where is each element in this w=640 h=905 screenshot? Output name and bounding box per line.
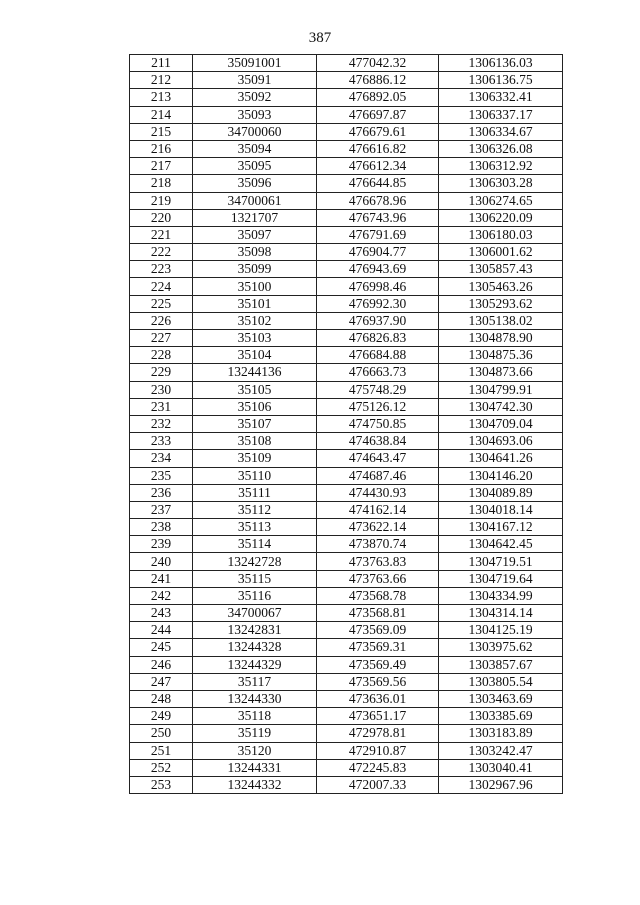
point-id-cell: 35108 xyxy=(193,433,317,450)
table-row xyxy=(130,209,563,226)
table-row xyxy=(130,690,563,707)
point-id-cell: 35114 xyxy=(193,536,317,553)
x-coordinate-cell: 472910.87 xyxy=(317,742,439,759)
y-coordinate-cell: 1306136.75 xyxy=(439,72,563,89)
point-id-cell: 13242728 xyxy=(193,553,317,570)
y-coordinate-cell: 1306334.67 xyxy=(439,123,563,140)
point-id-cell: 35119 xyxy=(193,725,317,742)
y-coordinate-cell: 1304693.06 xyxy=(439,433,563,450)
point-number-cell: 251 xyxy=(130,742,193,759)
point-number-cell: 217 xyxy=(130,158,193,175)
point-number-cell: 250 xyxy=(130,725,193,742)
y-coordinate-cell: 1302967.96 xyxy=(439,776,563,793)
y-coordinate-cell: 1304709.04 xyxy=(439,415,563,432)
y-coordinate-cell: 1306220.09 xyxy=(439,209,563,226)
table-row xyxy=(130,192,563,209)
y-coordinate-cell: 1303857.67 xyxy=(439,656,563,673)
y-coordinate-cell: 1306180.03 xyxy=(439,226,563,243)
point-id-cell: 35120 xyxy=(193,742,317,759)
point-number-cell: 239 xyxy=(130,536,193,553)
table-row xyxy=(130,415,563,432)
y-coordinate-cell: 1304799.91 xyxy=(439,381,563,398)
y-coordinate-cell: 1306274.65 xyxy=(439,192,563,209)
table-row xyxy=(130,364,563,381)
point-id-cell: 35101 xyxy=(193,295,317,312)
y-coordinate-cell: 1304719.51 xyxy=(439,553,563,570)
x-coordinate-cell: 476937.90 xyxy=(317,312,439,329)
x-coordinate-cell: 476644.85 xyxy=(317,175,439,192)
point-number-cell: 244 xyxy=(130,622,193,639)
point-id-cell: 35104 xyxy=(193,347,317,364)
table-row xyxy=(130,123,563,140)
point-number-cell: 224 xyxy=(130,278,193,295)
x-coordinate-cell: 472245.83 xyxy=(317,759,439,776)
y-coordinate-cell: 1305138.02 xyxy=(439,312,563,329)
x-coordinate-cell: 473636.01 xyxy=(317,690,439,707)
table-row xyxy=(130,295,563,312)
point-number-cell: 220 xyxy=(130,209,193,226)
point-id-cell: 35106 xyxy=(193,398,317,415)
point-number-cell: 236 xyxy=(130,484,193,501)
table-row xyxy=(130,622,563,639)
point-number-cell: 238 xyxy=(130,519,193,536)
point-id-cell: 13244330 xyxy=(193,690,317,707)
point-number-cell: 215 xyxy=(130,123,193,140)
point-number-cell: 227 xyxy=(130,330,193,347)
point-number-cell: 242 xyxy=(130,587,193,604)
y-coordinate-cell: 1304167.12 xyxy=(439,519,563,536)
x-coordinate-cell: 476886.12 xyxy=(317,72,439,89)
table-row xyxy=(130,278,563,295)
y-coordinate-cell: 1303975.62 xyxy=(439,639,563,656)
x-coordinate-cell: 476697.87 xyxy=(317,106,439,123)
point-id-cell: 34700061 xyxy=(193,192,317,209)
x-coordinate-cell: 474643.47 xyxy=(317,450,439,467)
point-number-cell: 228 xyxy=(130,347,193,364)
y-coordinate-cell: 1304875.36 xyxy=(439,347,563,364)
x-coordinate-cell: 475748.29 xyxy=(317,381,439,398)
point-number-cell: 240 xyxy=(130,553,193,570)
table-row xyxy=(130,673,563,690)
point-number-cell: 221 xyxy=(130,226,193,243)
point-number-cell: 212 xyxy=(130,72,193,89)
table-row xyxy=(130,519,563,536)
table-row xyxy=(130,158,563,175)
table-row xyxy=(130,467,563,484)
point-id-cell: 35093 xyxy=(193,106,317,123)
coordinates-table xyxy=(129,54,563,794)
point-number-cell: 216 xyxy=(130,140,193,157)
point-number-cell: 245 xyxy=(130,639,193,656)
point-id-cell: 35099 xyxy=(193,261,317,278)
point-number-cell: 252 xyxy=(130,759,193,776)
point-id-cell: 35096 xyxy=(193,175,317,192)
x-coordinate-cell: 476616.82 xyxy=(317,140,439,157)
point-number-cell: 246 xyxy=(130,656,193,673)
table-row xyxy=(130,708,563,725)
point-id-cell: 35091 xyxy=(193,72,317,89)
y-coordinate-cell: 1303805.54 xyxy=(439,673,563,690)
y-coordinate-cell: 1304018.14 xyxy=(439,501,563,518)
x-coordinate-cell: 473569.56 xyxy=(317,673,439,690)
y-coordinate-cell: 1303242.47 xyxy=(439,742,563,759)
x-coordinate-cell: 474750.85 xyxy=(317,415,439,432)
table-body xyxy=(130,55,563,794)
x-coordinate-cell: 477042.32 xyxy=(317,55,439,72)
x-coordinate-cell: 473568.78 xyxy=(317,587,439,604)
y-coordinate-cell: 1306001.62 xyxy=(439,244,563,261)
table-row xyxy=(130,55,563,72)
x-coordinate-cell: 476892.05 xyxy=(317,89,439,106)
x-coordinate-cell: 472978.81 xyxy=(317,725,439,742)
point-number-cell: 219 xyxy=(130,192,193,209)
point-id-cell: 35102 xyxy=(193,312,317,329)
point-id-cell: 35098 xyxy=(193,244,317,261)
point-number-cell: 249 xyxy=(130,708,193,725)
y-coordinate-cell: 1303463.69 xyxy=(439,690,563,707)
x-coordinate-cell: 473870.74 xyxy=(317,536,439,553)
x-coordinate-cell: 476678.96 xyxy=(317,192,439,209)
point-number-cell: 225 xyxy=(130,295,193,312)
point-number-cell: 218 xyxy=(130,175,193,192)
point-id-cell: 35115 xyxy=(193,570,317,587)
point-id-cell: 35118 xyxy=(193,708,317,725)
x-coordinate-cell: 474162.14 xyxy=(317,501,439,518)
point-id-cell: 35109 xyxy=(193,450,317,467)
point-id-cell: 13242831 xyxy=(193,622,317,639)
table-row xyxy=(130,656,563,673)
point-number-cell: 229 xyxy=(130,364,193,381)
x-coordinate-cell: 474430.93 xyxy=(317,484,439,501)
x-coordinate-cell: 474687.46 xyxy=(317,467,439,484)
y-coordinate-cell: 1304742.30 xyxy=(439,398,563,415)
table-row xyxy=(130,89,563,106)
y-coordinate-cell: 1304089.89 xyxy=(439,484,563,501)
point-id-cell: 35095 xyxy=(193,158,317,175)
point-number-cell: 214 xyxy=(130,106,193,123)
table-row xyxy=(130,484,563,501)
x-coordinate-cell: 473569.49 xyxy=(317,656,439,673)
point-id-cell: 35117 xyxy=(193,673,317,690)
table-row xyxy=(130,450,563,467)
x-coordinate-cell: 476998.46 xyxy=(317,278,439,295)
table-row xyxy=(130,570,563,587)
y-coordinate-cell: 1304125.19 xyxy=(439,622,563,639)
x-coordinate-cell: 476663.73 xyxy=(317,364,439,381)
page-number: 387 xyxy=(308,30,332,46)
y-coordinate-cell: 1304642.45 xyxy=(439,536,563,553)
table-row xyxy=(130,140,563,157)
table-row xyxy=(130,605,563,622)
y-coordinate-cell: 1306312.92 xyxy=(439,158,563,175)
x-coordinate-cell: 475126.12 xyxy=(317,398,439,415)
point-number-cell: 237 xyxy=(130,501,193,518)
point-number-cell: 247 xyxy=(130,673,193,690)
y-coordinate-cell: 1305293.62 xyxy=(439,295,563,312)
point-number-cell: 211 xyxy=(130,55,193,72)
y-coordinate-cell: 1306326.08 xyxy=(439,140,563,157)
x-coordinate-cell: 474638.84 xyxy=(317,433,439,450)
point-id-cell: 35103 xyxy=(193,330,317,347)
point-number-cell: 235 xyxy=(130,467,193,484)
table-row xyxy=(130,72,563,89)
table-row xyxy=(130,536,563,553)
y-coordinate-cell: 1306303.28 xyxy=(439,175,563,192)
point-id-cell: 13244332 xyxy=(193,776,317,793)
point-number-cell: 213 xyxy=(130,89,193,106)
table-row xyxy=(130,175,563,192)
table-row xyxy=(130,312,563,329)
table-row xyxy=(130,501,563,518)
point-id-cell: 35107 xyxy=(193,415,317,432)
table-row xyxy=(130,553,563,570)
point-id-cell: 13244329 xyxy=(193,656,317,673)
y-coordinate-cell: 1306332.41 xyxy=(439,89,563,106)
table-row xyxy=(130,725,563,742)
x-coordinate-cell: 473622.14 xyxy=(317,519,439,536)
y-coordinate-cell: 1304146.20 xyxy=(439,467,563,484)
point-number-cell: 253 xyxy=(130,776,193,793)
point-number-cell: 230 xyxy=(130,381,193,398)
x-coordinate-cell: 476904.77 xyxy=(317,244,439,261)
point-id-cell: 35094 xyxy=(193,140,317,157)
x-coordinate-cell: 473569.09 xyxy=(317,622,439,639)
point-number-cell: 226 xyxy=(130,312,193,329)
point-id-cell: 13244331 xyxy=(193,759,317,776)
point-id-cell: 35112 xyxy=(193,501,317,518)
point-id-cell: 35092 xyxy=(193,89,317,106)
point-id-cell: 35110 xyxy=(193,467,317,484)
y-coordinate-cell: 1305463.26 xyxy=(439,278,563,295)
point-number-cell: 243 xyxy=(130,605,193,622)
point-number-cell: 222 xyxy=(130,244,193,261)
x-coordinate-cell: 476992.30 xyxy=(317,295,439,312)
y-coordinate-cell: 1304873.66 xyxy=(439,364,563,381)
x-coordinate-cell: 476743.96 xyxy=(317,209,439,226)
y-coordinate-cell: 1306337.17 xyxy=(439,106,563,123)
point-number-cell: 233 xyxy=(130,433,193,450)
point-id-cell: 35091001 xyxy=(193,55,317,72)
x-coordinate-cell: 473651.17 xyxy=(317,708,439,725)
y-coordinate-cell: 1304719.64 xyxy=(439,570,563,587)
point-number-cell: 223 xyxy=(130,261,193,278)
point-id-cell: 35113 xyxy=(193,519,317,536)
table-row xyxy=(130,261,563,278)
x-coordinate-cell: 476679.61 xyxy=(317,123,439,140)
table-row xyxy=(130,433,563,450)
table-row xyxy=(130,226,563,243)
point-id-cell: 34700060 xyxy=(193,123,317,140)
point-number-cell: 248 xyxy=(130,690,193,707)
point-id-cell: 1321707 xyxy=(193,209,317,226)
x-coordinate-cell: 476826.83 xyxy=(317,330,439,347)
point-id-cell: 35105 xyxy=(193,381,317,398)
point-number-cell: 234 xyxy=(130,450,193,467)
point-id-cell: 13244136 xyxy=(193,364,317,381)
point-id-cell: 34700067 xyxy=(193,605,317,622)
table-row xyxy=(130,587,563,604)
table-row xyxy=(130,244,563,261)
table-row xyxy=(130,106,563,123)
x-coordinate-cell: 476791.69 xyxy=(317,226,439,243)
x-coordinate-cell: 473763.83 xyxy=(317,553,439,570)
y-coordinate-cell: 1306136.03 xyxy=(439,55,563,72)
y-coordinate-cell: 1304334.99 xyxy=(439,587,563,604)
y-coordinate-cell: 1303385.69 xyxy=(439,708,563,725)
x-coordinate-cell: 476684.88 xyxy=(317,347,439,364)
x-coordinate-cell: 472007.33 xyxy=(317,776,439,793)
y-coordinate-cell: 1304314.14 xyxy=(439,605,563,622)
table-row xyxy=(130,776,563,793)
x-coordinate-cell: 476612.34 xyxy=(317,158,439,175)
point-number-cell: 232 xyxy=(130,415,193,432)
y-coordinate-cell: 1303040.41 xyxy=(439,759,563,776)
table-row xyxy=(130,330,563,347)
x-coordinate-cell: 473763.66 xyxy=(317,570,439,587)
x-coordinate-cell: 473569.31 xyxy=(317,639,439,656)
table-row xyxy=(130,381,563,398)
x-coordinate-cell: 476943.69 xyxy=(317,261,439,278)
table-row xyxy=(130,639,563,656)
point-id-cell: 35100 xyxy=(193,278,317,295)
y-coordinate-cell: 1305857.43 xyxy=(439,261,563,278)
point-number-cell: 231 xyxy=(130,398,193,415)
y-coordinate-cell: 1304878.90 xyxy=(439,330,563,347)
point-id-cell: 35111 xyxy=(193,484,317,501)
x-coordinate-cell: 473568.81 xyxy=(317,605,439,622)
table-row xyxy=(130,742,563,759)
y-coordinate-cell: 1304641.26 xyxy=(439,450,563,467)
table-row xyxy=(130,347,563,364)
point-id-cell: 13244328 xyxy=(193,639,317,656)
table-row xyxy=(130,398,563,415)
point-id-cell: 35097 xyxy=(193,226,317,243)
y-coordinate-cell: 1303183.89 xyxy=(439,725,563,742)
point-number-cell: 241 xyxy=(130,570,193,587)
point-id-cell: 35116 xyxy=(193,587,317,604)
table-row xyxy=(130,759,563,776)
